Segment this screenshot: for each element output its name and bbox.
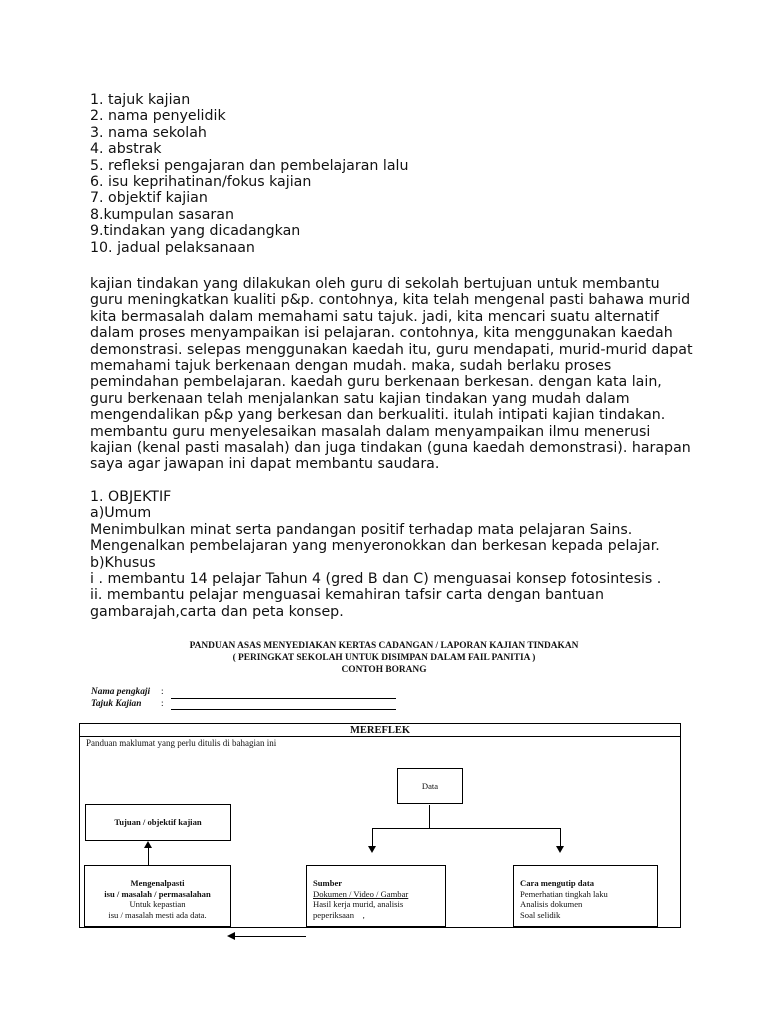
objective-line: ii. membantu pelajar menguasai kemahiran tafsir carta dengan bantuan bbox=[90, 587, 604, 604]
paragraph-line: kita bermasalah dalam memahami satu tajuk. jadi, kita mencari suatu alternatif bbox=[90, 308, 659, 325]
section-title: MEREFLEK bbox=[349, 725, 411, 736]
form-title: PANDUAN ASAS MENYEDIAKAN KERTAS CADANGAN / LAPORAN KAJIAN TINDAKAN bbox=[189, 641, 579, 651]
form-heading bbox=[0, 640, 768, 676]
paragraph-line: guru berkenaan telah menjalankan satu kajian tindakan yang mudah dalam bbox=[90, 390, 630, 407]
field-colon: : bbox=[161, 698, 164, 709]
box-text: Soal selidik bbox=[520, 909, 561, 920]
list-item: 1. tajuk kajian bbox=[90, 92, 191, 108]
paragraph-line: pemindahan pembelajaran. kaedah guru berkenaan berkesan. dengan kata lain, bbox=[90, 374, 662, 391]
paragraph-line: kajian tindakan yang dilakukan oleh guru di sekolah bertujuan untuk membantu bbox=[90, 276, 660, 292]
objective-line: i . membantu 14 pelajar Tahun 4 (gred B dan C) menguasai konsep fotosintesis . bbox=[90, 571, 662, 588]
list-item: 6. isu keprihatinan/fokus kajian bbox=[90, 174, 312, 191]
form-caption: CONTOH BORANG bbox=[341, 665, 427, 675]
arrow-down-icon bbox=[368, 846, 376, 853]
box-subtitle: isu / masalah / permasalahan bbox=[104, 888, 211, 899]
field-row-tajuk bbox=[91, 699, 396, 711]
field-row-nama bbox=[91, 687, 396, 699]
connector bbox=[429, 805, 430, 829]
list-item: 9.tindakan yang dicadangkan bbox=[90, 223, 301, 240]
mereflek-frame bbox=[79, 723, 681, 928]
objective-line: 1. OBJEKTIF bbox=[90, 489, 172, 505]
objective-line: gambarajah,carta dan peta konsep. bbox=[90, 603, 344, 620]
paragraph-line: mengendalikan p&p yang berkesan dan berkualiti. itulah intipati kajian tindakan. bbox=[90, 407, 666, 424]
objective-line: Mengenalkan pembelajaran yang menyeronokkan dan berkesan kepada pelajar. bbox=[90, 538, 660, 555]
box-text: peperiksaan , bbox=[313, 909, 365, 920]
list-item: 3. nama sekolah bbox=[90, 124, 207, 141]
blank-line bbox=[171, 689, 396, 699]
objective-line: b)Khusus bbox=[90, 554, 156, 571]
blank-line bbox=[171, 700, 396, 710]
paragraph-line: membantu guru menyelesaikan masalah dalam menyampaikan ilmu menerusi bbox=[90, 423, 651, 440]
box-title: Sumber bbox=[313, 878, 343, 888]
box-title: Cara mengutip data bbox=[520, 878, 595, 888]
box-text: Analisis dokumen bbox=[520, 899, 583, 909]
paragraph-line: saya agar jawapan ini dapat membantu saudara. bbox=[90, 456, 440, 473]
objectives-section bbox=[90, 489, 710, 620]
objective-line: a)Umum bbox=[90, 505, 152, 522]
list-item: 4. abstrak bbox=[90, 141, 162, 158]
paragraph-line: guru meningkatkan kualiti p&p. contohnya, kita telah mengenal pasti bahawa murid bbox=[90, 292, 691, 309]
list-item: 10. jadual pelaksanaan bbox=[90, 239, 255, 256]
objective-box: Tujuan / objektif kajian bbox=[85, 804, 231, 841]
field-colon: : bbox=[161, 687, 164, 697]
connector bbox=[148, 847, 149, 865]
arrow-down-icon bbox=[556, 846, 564, 853]
field-label: Tajuk Kajian bbox=[91, 698, 142, 709]
list-item: 2. nama penyelidik bbox=[90, 108, 226, 125]
box-text: isu / masalah mesti ada data. bbox=[108, 909, 207, 920]
field-label: Nama pengkaji bbox=[91, 687, 151, 697]
box-title: Mengenalpasti bbox=[130, 878, 185, 888]
explanation-paragraph bbox=[90, 276, 693, 473]
checklist bbox=[90, 92, 408, 256]
box-text: Pemerhatian tingkah laku bbox=[520, 888, 608, 899]
source-box bbox=[306, 865, 446, 927]
objective-line: Menimbulkan minat serta pandangan positif terhadap mata pelajaran Sains. bbox=[90, 521, 633, 538]
connector bbox=[372, 828, 373, 848]
list-item: 8.kumpulan sasaran bbox=[90, 206, 234, 223]
form-subtitle: ( PERINGKAT SEKOLAH UNTUK DISIMPAN DALAM FAIL PANITIA ) bbox=[232, 653, 536, 663]
paragraph-line: kajian (kenal pasti masalah) dan juga tindakan (guna kaedah demonstrasi). harapan bbox=[90, 440, 691, 457]
paragraph-line: memahami tajuk berkenaan dengan mudah. maka, sudah berlaku proses bbox=[90, 358, 612, 375]
connector bbox=[560, 828, 561, 848]
box-subtitle: Dokumen / Video / Gambar bbox=[313, 888, 409, 899]
list-item: 5. refleksi pengajaran dan pembelajaran lalu bbox=[90, 157, 409, 174]
data-collection-box bbox=[513, 865, 658, 927]
paragraph-line: dalam proses menyampaikan isi pelajaran. contohnya, kita menggunakan kaedah bbox=[90, 325, 673, 342]
paragraph-line: demonstrasi. selepas menggunakan kaedah itu, guru mendapati, murid-murid dapat bbox=[90, 341, 693, 358]
divider bbox=[80, 736, 680, 737]
data-box: Data bbox=[397, 768, 463, 804]
connector bbox=[234, 936, 306, 937]
connector bbox=[372, 828, 561, 829]
box-text: Untuk kepastian bbox=[129, 899, 186, 909]
identify-issue-box bbox=[84, 865, 231, 927]
list-item: 7. objektif kajian bbox=[90, 190, 208, 207]
section-note: Panduan maklumat yang perlu ditulis di bahagian ini bbox=[86, 738, 277, 748]
box-text: Hasil kerja murid, analisis bbox=[313, 899, 404, 909]
form-fields bbox=[91, 687, 396, 710]
